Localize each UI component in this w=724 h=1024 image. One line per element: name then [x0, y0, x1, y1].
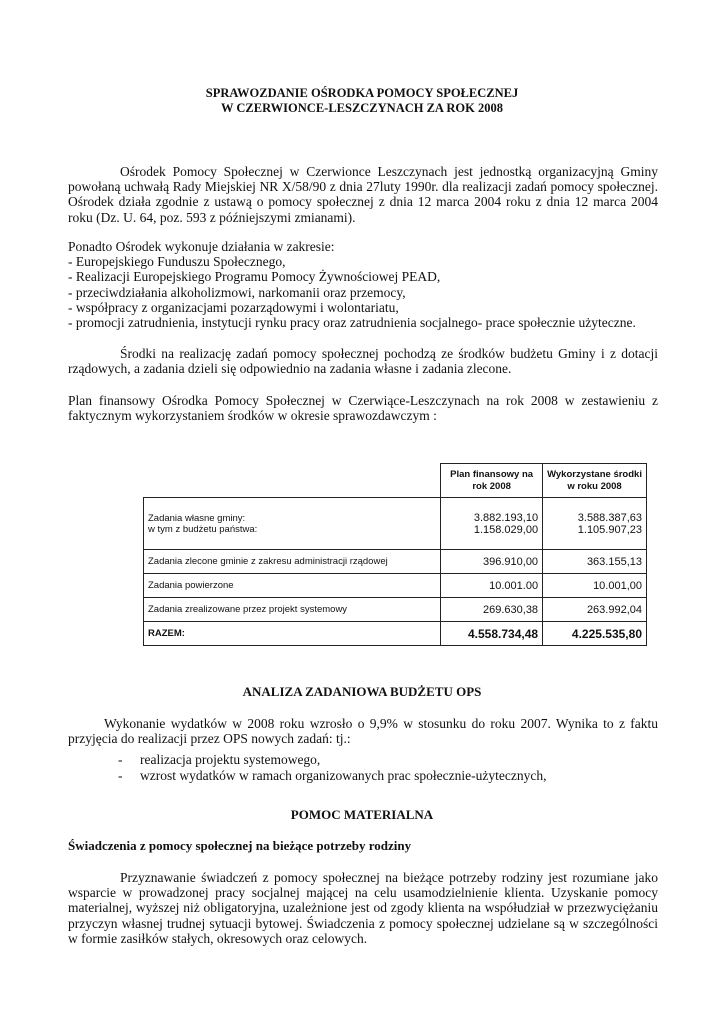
table-total-row	[144, 622, 647, 646]
table-header-row	[144, 464, 647, 498]
table-row	[144, 498, 647, 550]
plan-intro-paragraph: Plan finansowy Ośrodka Pomocy Społecznej w Czerwiące-Leszczynach na rok 2008 w zestawieniu z faktycznym wykorzystaniem środków w okresie sprawozdawczym :	[68, 393, 658, 424]
list-item: - przeciwdziałania alkoholizmowi, narkomanii oraz przemocy,	[68, 284, 406, 300]
intro-paragraph: Ośrodek Pomocy Społecznej w Czerwionce Leszczynach jest jednostką organizacyjną Gminy powołaną uchwałą Rady Miejskiej NR X/58/90 z dnia 27luty 1990r. dla realizacji zadań pomocy społecznej. Ośrodek działa zgodnie z ustawą o pomocy społecznej z dnia 12 marca 2004 roku z dnia 12 marca 2004 roku (Dz. U. 64, poz. 593 z późniejszymi zmianami).	[68, 164, 658, 225]
cell-plan	[441, 498, 543, 550]
cell-used	[543, 498, 647, 550]
plan-value-sub: 1.158.029,00	[473, 523, 539, 536]
cell-plan: 10.001.00	[441, 574, 543, 598]
cell-plan: 269.630,38	[441, 598, 543, 622]
header-plan: Plan finansowy na rok 2008	[441, 464, 543, 498]
row-label: Zadania zrealizowane przez projekt systemowy	[144, 598, 441, 622]
analysis-heading: ANALIZA ZADANIOWA BUDŻETU OPS	[242, 684, 482, 699]
activities-section	[68, 239, 658, 330]
row-label: Zadania zlecone gminie z zakresu administracji rządowej	[144, 550, 441, 574]
list-item: - współpracy z organizacjami pozarządowymi i wolontariatu,	[68, 299, 399, 315]
report-title-line2: W CZERWIONCE-LESZCZYNACH ZA ROK 2008	[220, 101, 503, 115]
row-label	[144, 498, 441, 550]
used-value-sub: 1.105.907,23	[577, 523, 642, 536]
row-label-sub: w tym z budżetu państwa:	[148, 523, 258, 535]
row-label: Zadania powierzone	[144, 574, 441, 598]
list-item: - wzrost wydatków w ramach organizowanych prac społecznie-użytecznych,	[118, 768, 547, 783]
material-subheading: Świadczenia z pomocy społecznej na bieżące potrzeby rodziny	[68, 838, 412, 853]
table-row	[144, 598, 647, 622]
plan-value: 3.882.193,10	[473, 511, 539, 524]
list-item: - realizacja projektu systemowego,	[118, 752, 321, 767]
list-item: - promocji zatrudnienia, instytucji rynku pracy oraz zatrudnienia socjalnego- prace społecznie użyteczne.	[68, 315, 636, 331]
analysis-paragraph: Wykonanie wydatków w 2008 roku wzrosło o 9,9% w stosunku do roku 2007. Wynika to z faktu przyjęcia do realizacji przez OPS nowych zadań: tj.:	[68, 716, 658, 747]
activities-list	[68, 254, 658, 330]
funding-paragraph: Środki na realizację zadań pomocy społecznej pochodzą ze środków budżetu Gminy i z dotacji rządowych, a zadania dzieli się odpowiednio na zadania własne i zadania zlecone.	[68, 346, 658, 377]
total-used: 4.225.535,80	[543, 622, 647, 646]
cell-plan: 396.910,00	[441, 550, 543, 574]
analysis-list	[118, 752, 546, 784]
table-row	[144, 574, 647, 598]
table-row	[144, 550, 647, 574]
header-used: Wykorzystane środki w roku 2008	[543, 464, 647, 498]
material-paragraph: Przyznawanie świadczeń z pomocy społecznej na bieżące potrzeby rodziny jest rozumiane jako wsparcie w prowadzonej pracy socjalnej mającej na celu usamodzielnienie klienta. Uzyskanie pomocy materialnej, wyższej niż obligatoryjna, uzależnione jest od zgody klienta na współudział w przezwyciężaniu przyczyn własnej trudnej sytuacji bytowej. Świadczenia z pomocy społecznej udzielane są w szczególności w formie zasiłków stałych, okresowych oraz celowych.	[68, 870, 658, 946]
report-title-line1: SPRAWOZDANIE OŚRODKA POMOCY SPOŁECZNEJ	[205, 86, 519, 100]
cell-used: 263.992,04	[543, 598, 647, 622]
cell-used: 363.155,13	[543, 550, 647, 574]
cell-used: 10.001,00	[543, 574, 647, 598]
total-label: RAZEM:	[144, 622, 441, 646]
financial-plan-table	[143, 463, 647, 646]
used-value: 3.588.387,63	[577, 511, 642, 524]
list-item: - Europejskiego Funduszu Społecznego,	[68, 254, 286, 270]
material-heading: POMOC MATERIALNA	[290, 807, 434, 822]
list-item: - Realizacji Europejskiego Programu Pomocy Żywnościowej PEAD,	[68, 269, 441, 285]
row-label-main: Zadania własne gminy:	[148, 512, 246, 524]
table-corner	[144, 464, 441, 498]
activities-lead: Ponadto Ośrodek wykonuje działania w zakresie:	[68, 239, 335, 254]
total-plan: 4.558.734,48	[441, 622, 543, 646]
